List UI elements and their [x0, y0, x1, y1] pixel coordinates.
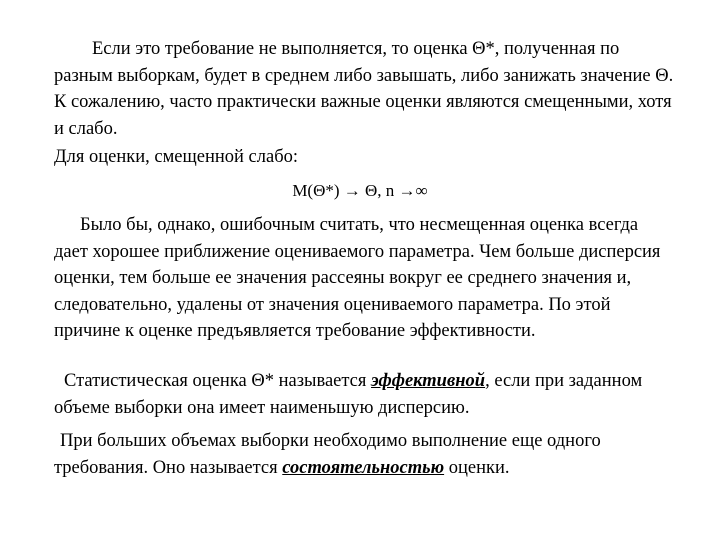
- efficiency-text-before: Статистическая оценка Θ* называется: [64, 371, 372, 391]
- consistency-text-after: оценки.: [444, 457, 510, 478]
- paragraph-efficiency-definition: [54, 368, 674, 421]
- term-efficient: эффективной: [371, 371, 486, 391]
- formula-asymptotic-unbiasedness: M(Θ*) → Θ, n →∞: [292, 181, 428, 200]
- consistency-text-before: При больших объемах выборки необходимо выполнение еще одного требования. Оно называется: [54, 431, 601, 478]
- paragraph-consistency: [54, 428, 674, 481]
- efficiency-text-after: , если при заданном объеме выборки она имеет наименьшую дисперсию.: [54, 371, 643, 418]
- term-consistency: состоятельностью: [282, 457, 445, 478]
- paragraph-weak-bias-intro: Для оценки, смещенной слабо:: [54, 147, 299, 167]
- paragraph-efficiency-motivation: Было бы, однако, ошибочным считать, что несмещенная оценка всегда дает хорошее приближение оцениваемого параметра. Чем больше дисперсия оценки, тем больше ее значения рассеяны вокруг ее среднего значения и, следовательно, удалены от значения оцениваемого параметра. По этой причине к оценке предъявляется требование эффективности.: [54, 215, 661, 341]
- paragraph-bias-consequence: Если это требование не выполняется, то оценка Θ*, полученная по разным выборкам, будет в среднем либо завышать, либо занижать значение Θ. К сожалению, часто практически важные оценки являются смещенными, хотя и слабо.: [54, 39, 674, 139]
